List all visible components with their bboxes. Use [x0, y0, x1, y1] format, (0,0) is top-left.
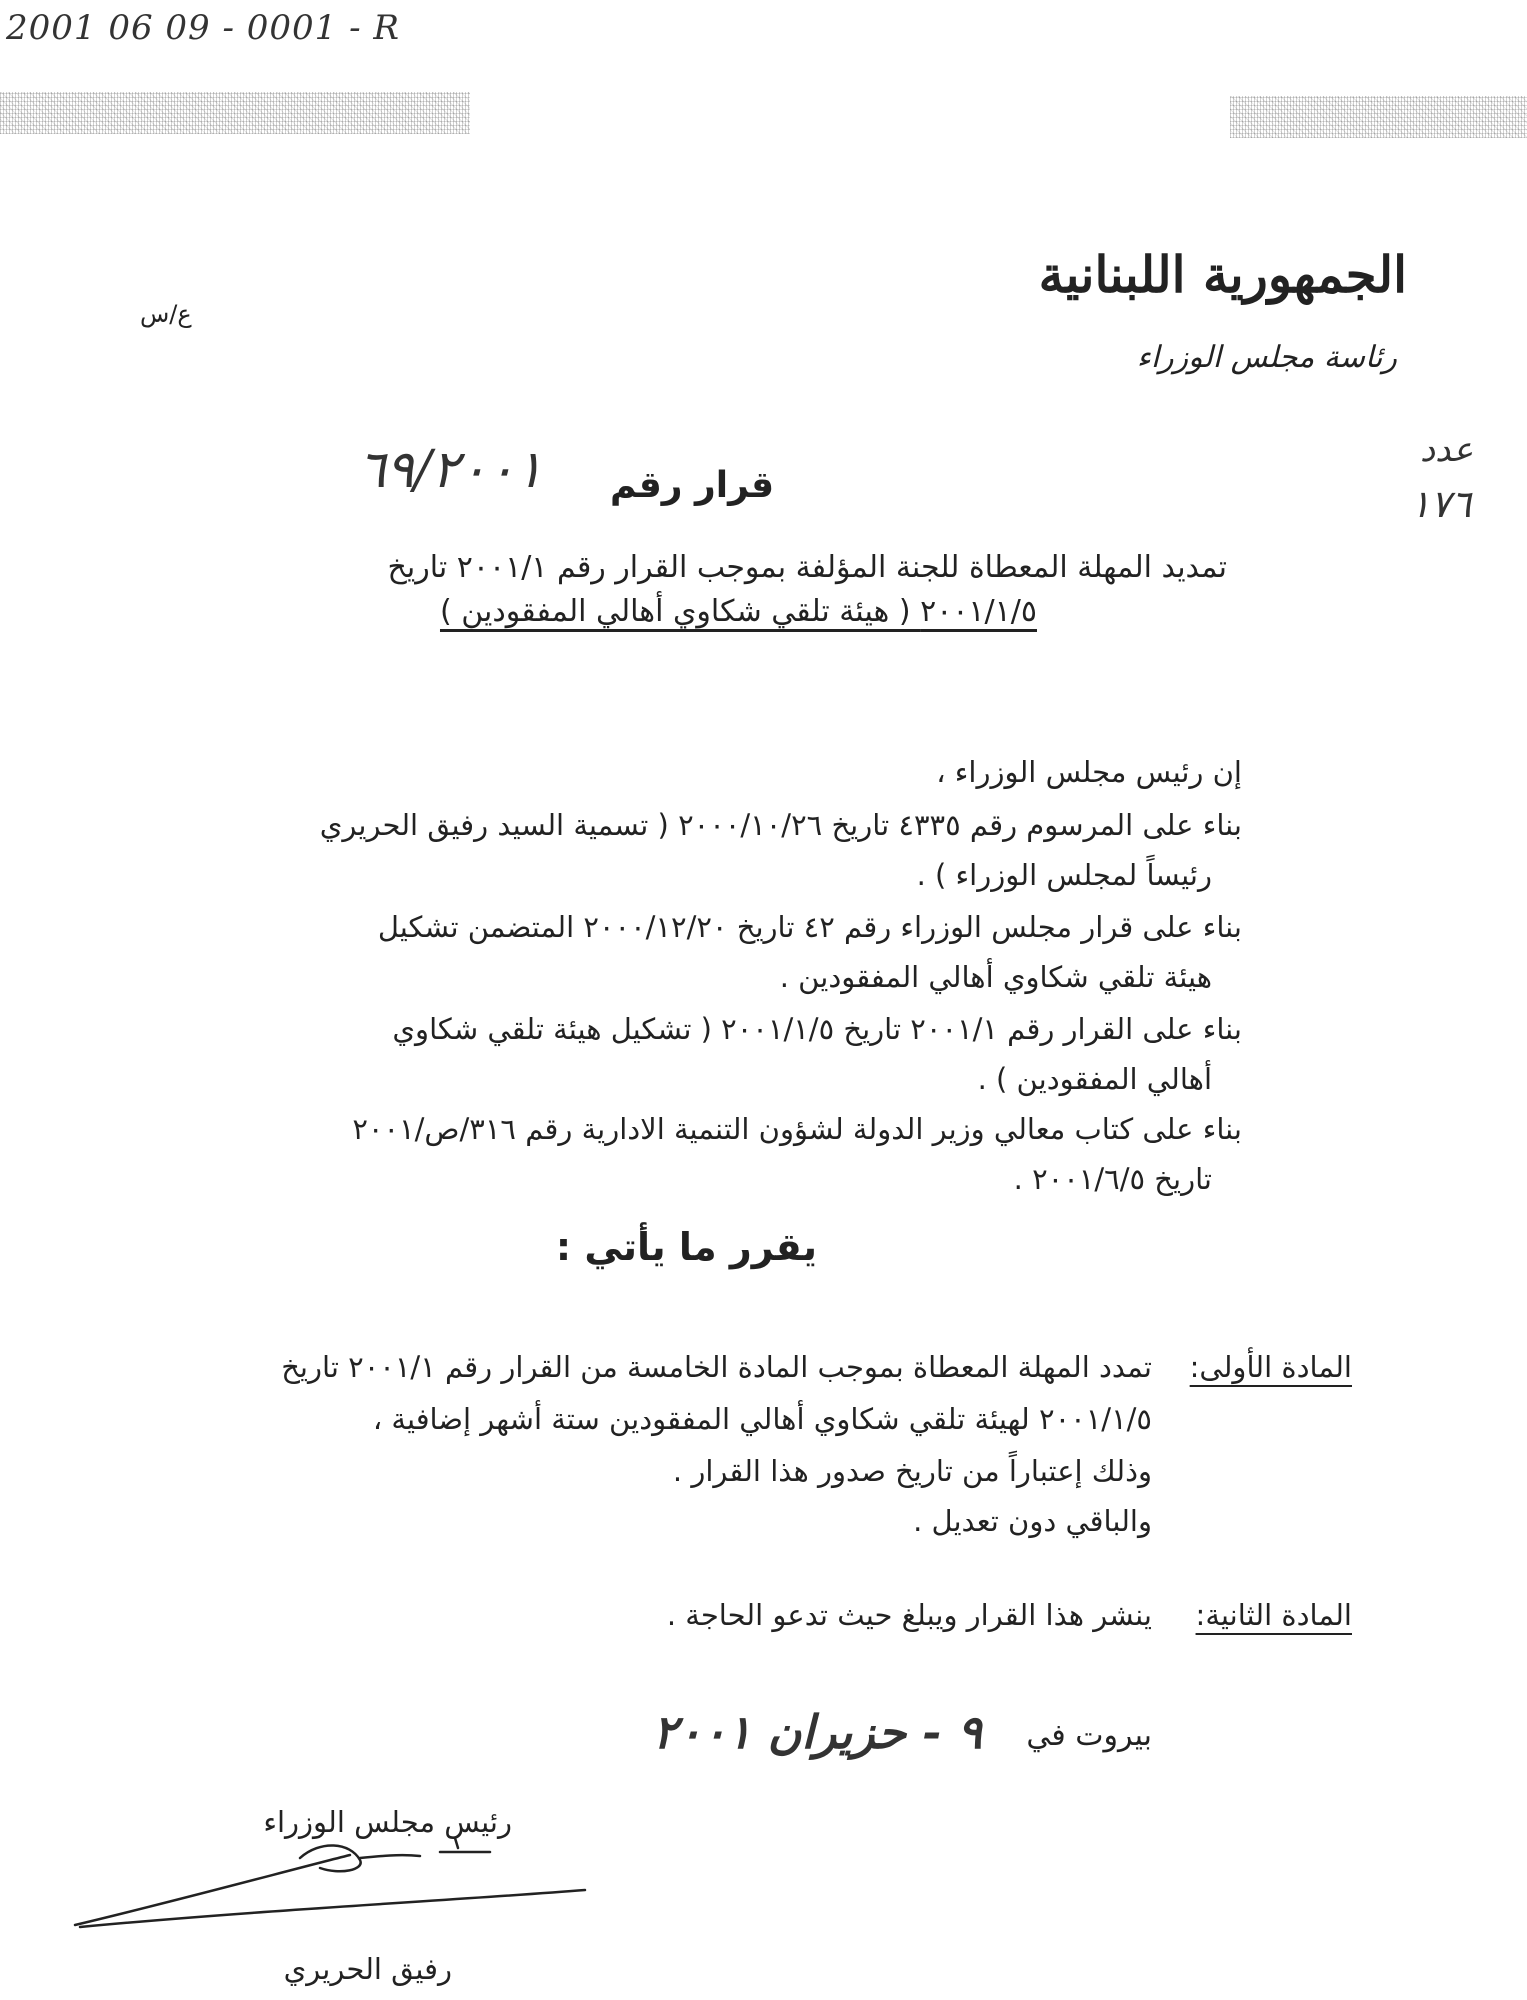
preamble-line-6: بناء على القرار رقم ٢٠٠١/١ تاريخ ٢٠٠١/١/٥ ( تشكيل هيئة تلقي شكاوي [392, 1012, 1242, 1046]
margin-number-label: عدد [1420, 430, 1474, 470]
article-1-line-2: ٢٠٠١/١/٥ لهيئة تلقي شكاوي أهالي المفقودين ستة أشهر إضافية ، [372, 1402, 1152, 1436]
preamble-line-2: بناء على المرسوم رقم ٤٣٣٥ تاريخ ٢٠٠٠/١٠/٢٦ ( تسمية السيد رفيق الحريري [319, 808, 1242, 842]
date-prefix: بيروت في [1026, 1718, 1152, 1753]
preamble-line-3: رئيساً لمجلس الوزراء ) . [916, 858, 1212, 892]
preamble-line-8: بناء على كتاب معالي وزير الدولة لشؤون التنمية الادارية رقم ٣١٦/ص/٢٠٠١ [352, 1112, 1242, 1146]
presidency-heading: رئاسة مجلس الوزراء [1136, 340, 1397, 375]
decision-number: ٦٩/٢٠٠١ [358, 440, 544, 500]
article-2-label: المادة الثانية: [1195, 1598, 1352, 1632]
handwritten-signature [60, 1830, 600, 1940]
preamble-line-4: بناء على قرار مجلس الوزراء رقم ٤٢ تاريخ ٢٠٠٠/١٢/٢٠ المتضمن تشكيل [377, 910, 1242, 944]
subject-line-1: تمديد المهلة المعطاة للجنة المؤلفة بموجب القرار رقم ٢٠٠١/١ تاريخ [387, 550, 1227, 585]
margin-number-value: ١٧٦ [1410, 482, 1472, 526]
signature-name: رفيق الحريري [283, 1952, 452, 1986]
signature-title: رئيس مجلس الوزراء [263, 1805, 512, 1839]
initials: ع/س [140, 300, 192, 328]
date-handwritten: ٩ - حزيران ٢٠٠١ [652, 1705, 982, 1759]
decision-label: قرار رقم [610, 465, 775, 506]
article-1-line-1: تمدد المهلة المعطاة بموجب المادة الخامسة من القرار رقم ٢٠٠١/١ تاريخ [281, 1350, 1152, 1384]
article-1-line-3: وذلك إعتباراً من تاريخ صدور هذا القرار . [672, 1454, 1152, 1488]
scan-noise-left [0, 92, 470, 134]
decides-heading: يقرر ما يأتي : [555, 1225, 817, 1269]
article-1-label: المادة الأولى: [1189, 1350, 1352, 1384]
preamble-line-5: هيئة تلقي شكاوي أهالي المفقودين . [779, 960, 1212, 994]
subject-line-2: ٢٠٠١/١/٥ ( هيئة تلقي شكاوي أهالي المفقودين ) [439, 594, 1037, 629]
scan-reference: 2001 06 09 - 0001 - R [6, 8, 401, 48]
preamble-line-9: تاريخ ٢٠٠١/٦/٥ . [1013, 1162, 1212, 1196]
article-1-line-4: والباقي دون تعديل . [913, 1504, 1152, 1538]
preamble-line-7: أهالي المفقودين ) . [977, 1062, 1212, 1096]
article-2-text: ينشر هذا القرار ويبلغ حيث تدعو الحاجة . [666, 1598, 1152, 1632]
preamble-line-1: إن رئيس مجلس الوزراء ، [936, 755, 1242, 789]
scan-noise-right [1230, 96, 1527, 138]
republic-heading: الجمهورية اللبنانية [1038, 245, 1407, 304]
